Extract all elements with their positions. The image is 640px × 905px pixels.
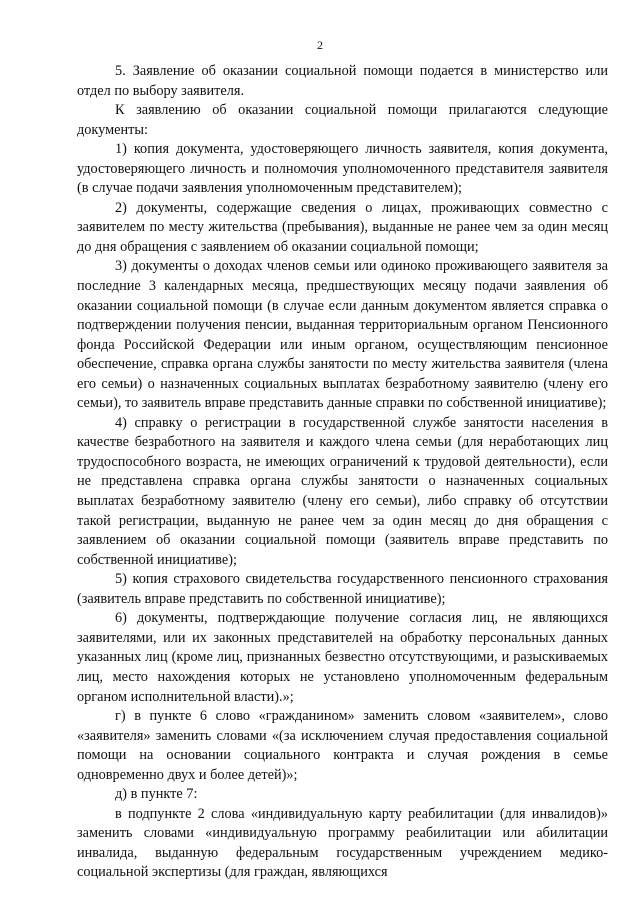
paragraph-amendment-g: г) в пункте 6 слово «гражданином» заменить словом «заявителем», слово «заявителя» заменить словами «(за исключением случая предоставления социальной помощи на основании социального контракта и случая рождения в семье одновременно двух и более детей)»;: [77, 708, 608, 783]
document-body: [77, 62, 608, 883]
paragraph-item-5: 5. Заявление об оказании социальной помощи подается в министерство или отдел по выбору заявителя.: [77, 63, 608, 99]
paragraph-subitem-3: 3) документы о доходах членов семьи или одиноко проживающего заявителя за последние 3 календарных месяца, предшествующих месяцу подачи заявления об оказании социальной помощи (в случае если данным документом является справка о подтверждении получения пенсии, выданная территориальным органом Пенсионного фонда Российской Федерации или иным органом, осуществляющим пенсионное обеспечение, справка органа службы занятости по месту жительства заявителя (члена его семьи) о назначенных социальных выплатах безработному заявителю (члену его семьи), то заявитель вправе представить данные справки по собственной инициативе);: [77, 258, 608, 412]
paragraph-subitem-4: 4) справку о регистрации в государственной службе занятости населения в качестве безработного на заявителя и каждого члена семьи (для неработающих лиц трудоспособного возраста, не имеющих ограничений к трудовой деятельности), если не представлена справка органа службы занятости о назначенных социальных выплатах безработному заявителю (члену его семьи), либо справку об отсутствии такой регистрации, выданную не ранее чем за один месяц до дня обращения с заявлением об оказании социальной помощи (заявитель вправе представить по собственной инициативе);: [77, 414, 608, 568]
paragraph-subpoint-2-amendment: в подпункте 2 слова «индивидуальную карту реабилитации (для инвалидов)» заменить словами «индивидуальную программу реабилитации или абилитации инвалида, выданную федеральным государственным учреждением медико-социальной экспертизы (для граждан, являющихся: [77, 805, 608, 881]
paragraph-subitem-5: 5) копия страхового свидетельства государственного пенсионного страхования (заявитель вправе представить по собственной инициативе);: [77, 571, 608, 607]
paragraph-subitem-1: 1) копия документа, удостоверяющего личность заявителя, копия документа, удостоверяющего личность и полномочия уполномоченного представителя заявителя (в случае подачи заявления уполномоченным представителем);: [77, 141, 608, 197]
paragraph-amendment-d: д) в пункте 7:: [115, 786, 198, 803]
paragraph-subitem-6: 6) документы, подтверждающие получение согласия лиц, не являющихся заявителями, или их законных представителей на обработку персональных данных указанных лиц (кроме лиц, признанных безвестно отсутствующими, и разыскиваемых лиц, место нахождения которых не установлено уполномоченным федеральным органом исполнительной власти).»;: [77, 610, 608, 705]
paragraph-subitem-2: 2) документы, содержащие сведения о лицах, проживающих совместно с заявителем по месту жительства (пребывания), выданные не ранее чем за один месяц до дня обращения с заявлением об оказании социальной помощи;: [77, 199, 608, 255]
paragraph-attachments-intro: К заявлению об оказании социальной помощи прилагаются следующие документы:: [77, 102, 608, 138]
page-number: 2: [317, 38, 323, 52]
